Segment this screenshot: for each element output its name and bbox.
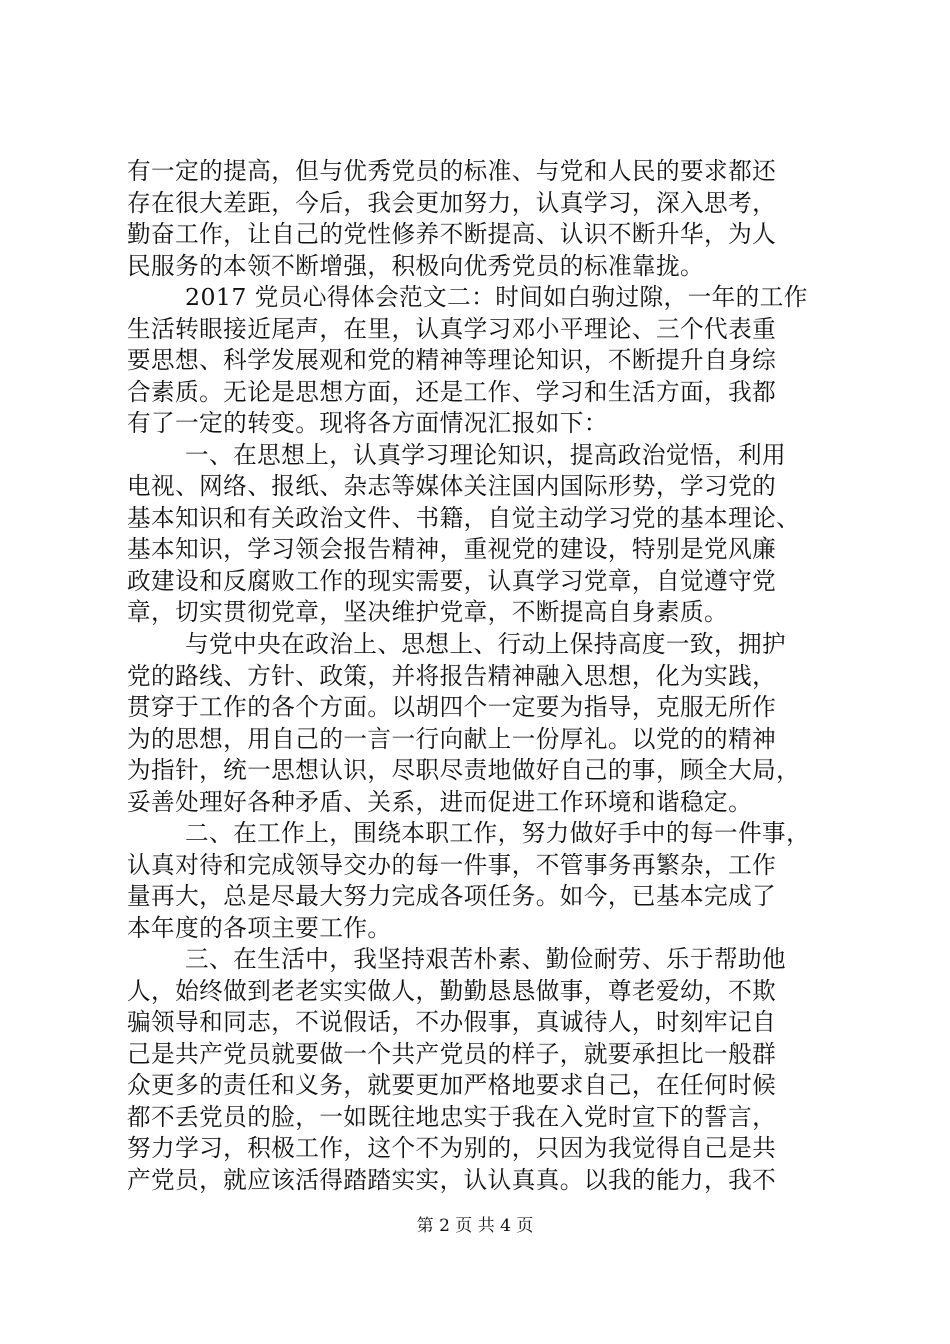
text-line: 生活转眼接近尾声，在里，认真学习邓小平理论、三个代表重 (127, 315, 777, 343)
text-line: 要思想、科学发展观和党的精神等理论知识，不断提升自身综 (127, 346, 777, 374)
text-line: 己是共产党员就要做一个共产党员的样子，就要承担比一般群 (127, 1040, 777, 1068)
text-line: 章，切实贯彻党章，坚决维护党章，不断提高自身素质。 (127, 598, 729, 626)
text-line: 骗领导和同志，不说假话，不办假事，真诚待人，时刻牢记自 (127, 1008, 777, 1036)
text-line: 勤奋工作，让自己的党性修养不断提高、认识不断升华，为人 (127, 220, 777, 248)
text-line: 人，始终做到老老实实做人，勤勤恳恳做事，尊老爱幼，不欺 (127, 977, 777, 1005)
text-line: 2017 党员心得体会范文二：时间如白驹过隙，一年的工作 (185, 283, 808, 311)
text-line: 存在很大差距，今后，我会更加努力，认真学习，深入思考， (127, 189, 777, 217)
text-line: 贯穿于工作的各个方面。以胡四个一定要为指导，克服无所作 (127, 693, 777, 721)
text-line: 合素质。无论是思想方面，还是工作、学习和生活方面，我都 (127, 378, 777, 406)
text-line: 认真对待和完成领导交办的每一件事，不管事务再繁杂，工作 (127, 851, 777, 879)
text-line: 民服务的本领不断增强，积极向优秀党员的标准靠拢。 (127, 252, 705, 280)
text-line: 为的思想，用自己的一言一行向献上一份厚礼。以党的的精神 (127, 725, 777, 753)
text-line: 量再大，总是尽最大努力完成各项任务。如今，已基本完成了 (127, 882, 777, 910)
text-line: 电视、网络、报纸、杂志等媒体关注国内国际形势，学习党的 (127, 472, 777, 500)
text-line: 为指针，统一思想认识，尽职尽责地做好自己的事，顾全大局， (127, 756, 801, 784)
page-number-footer: 第 2 页 共 4 页 (416, 1216, 534, 1236)
text-line: 有一定的提高，但与优秀党员的标准、与党和人民的要求都还 (127, 157, 777, 185)
text-line: 三、在生活中，我坚持艰苦朴素、勤俭耐劳、乐于帮助他 (185, 945, 787, 973)
text-line: 努力学习，积极工作，这个不为别的，只因为我觉得自己是共 (127, 1134, 777, 1162)
text-line: 妥善处理好各种矛盾、关系，进而促进工作环境和谐稳定。 (127, 788, 753, 816)
text-line: 产党员，就应该活得踏踏实实，认认真真。以我的能力，我不 (127, 1166, 777, 1194)
text-line: 一、在思想上，认真学习理论知识，提高政治觉悟，利用 (185, 441, 787, 469)
text-line: 都不丢党员的脸，一如既往地忠实于我在入党时宣下的誓言， (127, 1103, 777, 1131)
text-line: 党的路线、方针、政策，并将报告精神融入思想，化为实践， (127, 662, 777, 690)
text-line: 有了一定的转变。现将各方面情况汇报如下： (127, 409, 608, 437)
text-line: 本年度的各项主要工作。 (127, 914, 392, 942)
text-line: 二、在工作上，围绕本职工作，努力做好手中的每一件事， (185, 819, 811, 847)
text-line: 基本知识，学习领会报告精神，重视党的建设，特别是党风廉 (127, 535, 777, 563)
text-line: 政建设和反腐败工作的现实需要，认真学习党章，自觉遵守党 (127, 567, 777, 595)
text-line: 基本知识和有关政治文件、书籍，自觉主动学习党的基本理论、 (127, 504, 801, 532)
text-line: 众更多的责任和义务，就要更加严格地要求自己，在任何时候 (127, 1071, 777, 1099)
text-line: 与党中央在政治上、思想上、行动上保持高度一致，拥护 (185, 630, 787, 658)
